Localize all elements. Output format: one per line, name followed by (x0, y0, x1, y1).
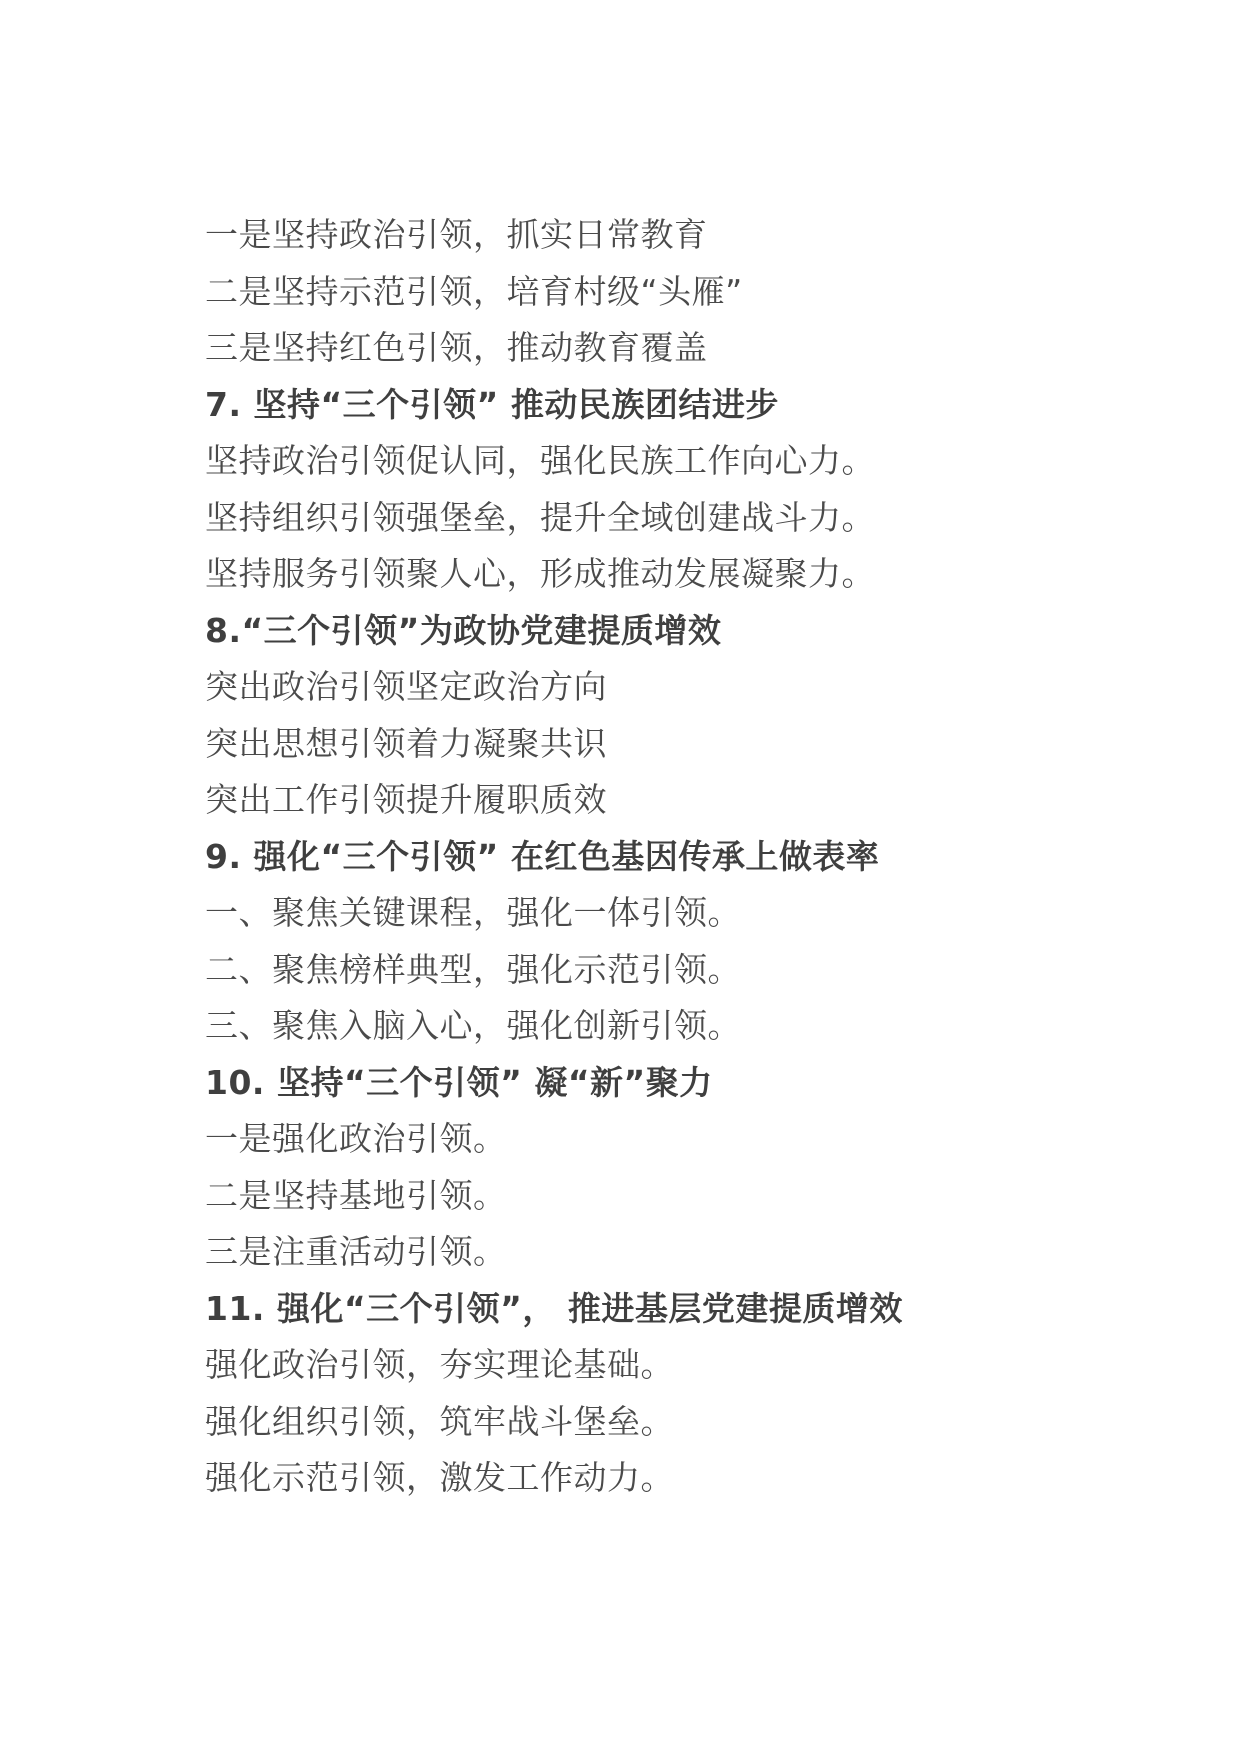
section-heading: 8.“三个引领”为政协党建提质增效 (205, 610, 722, 650)
text-line: 坚持组织引领强堡垒，提升全域创建战斗力。 (205, 497, 875, 537)
text-line: 坚持服务引领聚人心，形成推动发展凝聚力。 (205, 554, 875, 593)
text-line: 一是强化政治引领。 (205, 1119, 507, 1158)
text-line: 突出政治引领坚定政治方向 (205, 667, 607, 706)
text-line: 二、聚焦榜样典型，强化示范引领。 (205, 949, 741, 989)
text-line: 二是坚持基地引领。 (205, 1175, 507, 1215)
text-line: 三是注重活动引领。 (205, 1232, 507, 1271)
section-heading: 10. 坚持“三个引领” 凝“新”聚力 (205, 1062, 713, 1102)
text-line: 二是坚持示范引领，培育村级“头雁” (205, 271, 743, 311)
text-line: 一是坚持政治引领，抓实日常教育 (205, 215, 708, 254)
text-line: 强化组织引领，筑牢战斗堡垒。 (205, 1401, 674, 1441)
section-heading: 7. 坚持“三个引领” 推动民族团结进步 (205, 384, 779, 424)
text-line: 突出工作引领提升履职质效 (205, 780, 607, 819)
document-body (205, 207, 1185, 1507)
text-line: 强化示范引领，激发工作动力。 (205, 1458, 674, 1497)
text-line: 三、聚焦入脑入心，强化创新引领。 (205, 1006, 741, 1045)
text-line: 强化政治引领，夯实理论基础。 (205, 1345, 674, 1384)
section-heading: 11. 强化“三个引领”， 推进基层党建提质增效 (205, 1288, 903, 1328)
text-line: 三是坚持红色引领，推动教育覆盖 (205, 328, 708, 367)
text-line: 一、聚焦关键课程，强化一体引领。 (205, 893, 741, 932)
text-line: 突出思想引领着力凝聚共识 (205, 723, 607, 763)
text-line: 坚持政治引领促认同，强化民族工作向心力。 (205, 441, 875, 480)
section-heading: 9. 强化“三个引领” 在红色基因传承上做表率 (205, 836, 880, 876)
